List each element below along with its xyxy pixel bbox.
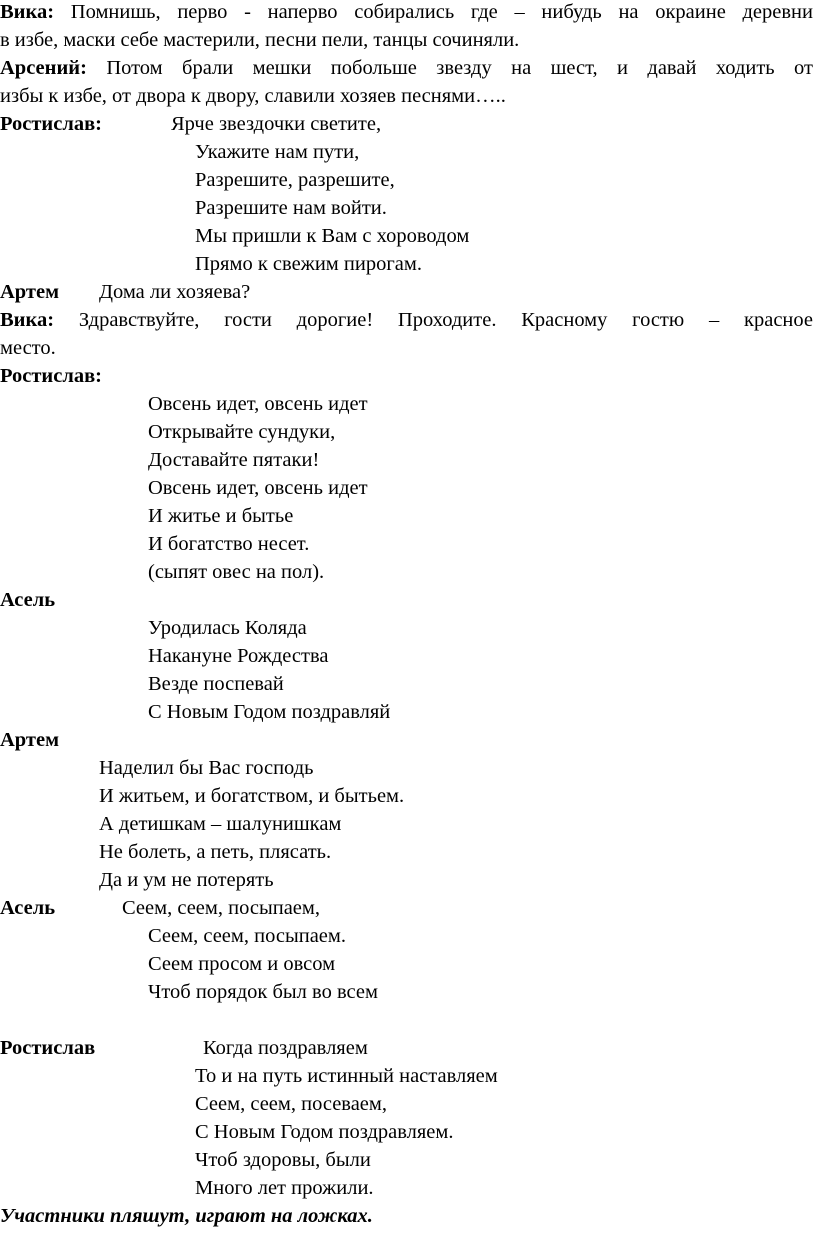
verse-line: С Новым Годом поздравляем. xyxy=(195,1121,454,1143)
verse-line: С Новым Годом поздравляй xyxy=(148,701,391,723)
line-text: место. xyxy=(0,337,56,359)
verse-line: Разрешите нам войти. xyxy=(195,197,387,219)
verse-line: (сыпят овес на пол). xyxy=(148,561,325,583)
line-text: Дома ли хозяева? xyxy=(99,281,251,303)
verse-line: Сеем, сеем, посеваем, xyxy=(195,1093,387,1115)
speaker-artem-1: Артем xyxy=(0,281,60,303)
verse-line: Открывайте сундуки, xyxy=(148,421,336,443)
line-vika-2 xyxy=(0,26,519,54)
verse-line: Ярче звездочки светите, xyxy=(171,113,382,135)
speaker-arseniy: Арсений: xyxy=(0,57,87,79)
speaker-rostislav-1: Ростислав: xyxy=(0,113,102,135)
verse-line: Мы пришли к Вам с хороводом xyxy=(195,225,470,247)
line-arseniy-2 xyxy=(0,82,506,110)
verse-line: И житье и бытье xyxy=(148,505,294,527)
verse-line: Овсень идет, овсень идет xyxy=(148,477,368,499)
verse-line: Когда поздравляем xyxy=(203,1037,368,1059)
verse-line: Укажите нам пути, xyxy=(195,141,360,163)
speaker-vika: Вика: xyxy=(0,1,55,23)
line-vika-1 xyxy=(0,0,813,26)
verse-line: Уродилась Коляда xyxy=(148,617,307,639)
line-text: Потом брали мешки побольше звезду на шест, и давай ходить от xyxy=(106,57,813,79)
verse-line: Не болеть, а петь, плясать. xyxy=(99,841,332,863)
verse-line: Накануне Рождества xyxy=(148,645,329,667)
speaker-rostislav-3: Ростислав xyxy=(0,1037,96,1059)
verse-line: Сеем, сеем, посыпаем. xyxy=(148,925,346,947)
line-text: избы к избе, от двора к двору, славили хозяев песнями….. xyxy=(0,85,506,107)
stage-direction: Участники пляшут, играют на ложках. xyxy=(0,1205,373,1227)
verse-line: Везде поспевай xyxy=(148,673,284,695)
speaker-vika: Вика: xyxy=(0,309,55,331)
verse-line: И богатство несет. xyxy=(148,533,310,555)
verse-line: Прямо к свежим пирогам. xyxy=(195,253,422,275)
speaker-rostislav-2: Ростислав: xyxy=(0,365,102,387)
line-vika-3 xyxy=(0,306,813,334)
line-text: в избе, маски себе мастерили, песни пели, танцы сочиняли. xyxy=(0,29,520,51)
verse-line: Овсень идет, овсень идет xyxy=(148,393,368,415)
line-text: Здравствуйте, гости дорогие! Проходите. Красному гостю – красное xyxy=(78,309,814,331)
line-text: Помнишь, перво - наперво собирались где – нибудь на окраине деревни xyxy=(70,1,813,23)
verse-line: Наделил бы Вас господь xyxy=(99,757,314,779)
verse-line: И житьем, и богатством, и бытьем. xyxy=(99,785,405,807)
speaker-asel-2: Асель xyxy=(0,897,56,919)
verse-line: А детишкам – шалунишкам xyxy=(99,813,342,835)
verse-line: Разрешите, разрешите, xyxy=(195,169,395,191)
verse-line: Чтоб порядок был во всем xyxy=(148,981,378,1003)
verse-line: То и на путь истинный наставляем xyxy=(195,1065,498,1087)
verse-line: Сеем просом и овсом xyxy=(148,953,336,975)
verse-line: Доставайте пятаки! xyxy=(148,449,320,471)
verse-line: Сеем, сеем, посыпаем, xyxy=(122,897,320,919)
verse-line: Много лет прожили. xyxy=(195,1177,374,1199)
speaker-artem-2: Артем xyxy=(0,729,60,751)
speaker-asel-1: Асель xyxy=(0,589,56,611)
line-arseniy-1 xyxy=(0,54,813,82)
verse-line: Да и ум не потерять xyxy=(99,869,274,891)
verse-line: Чтоб здоровы, были xyxy=(195,1149,371,1171)
